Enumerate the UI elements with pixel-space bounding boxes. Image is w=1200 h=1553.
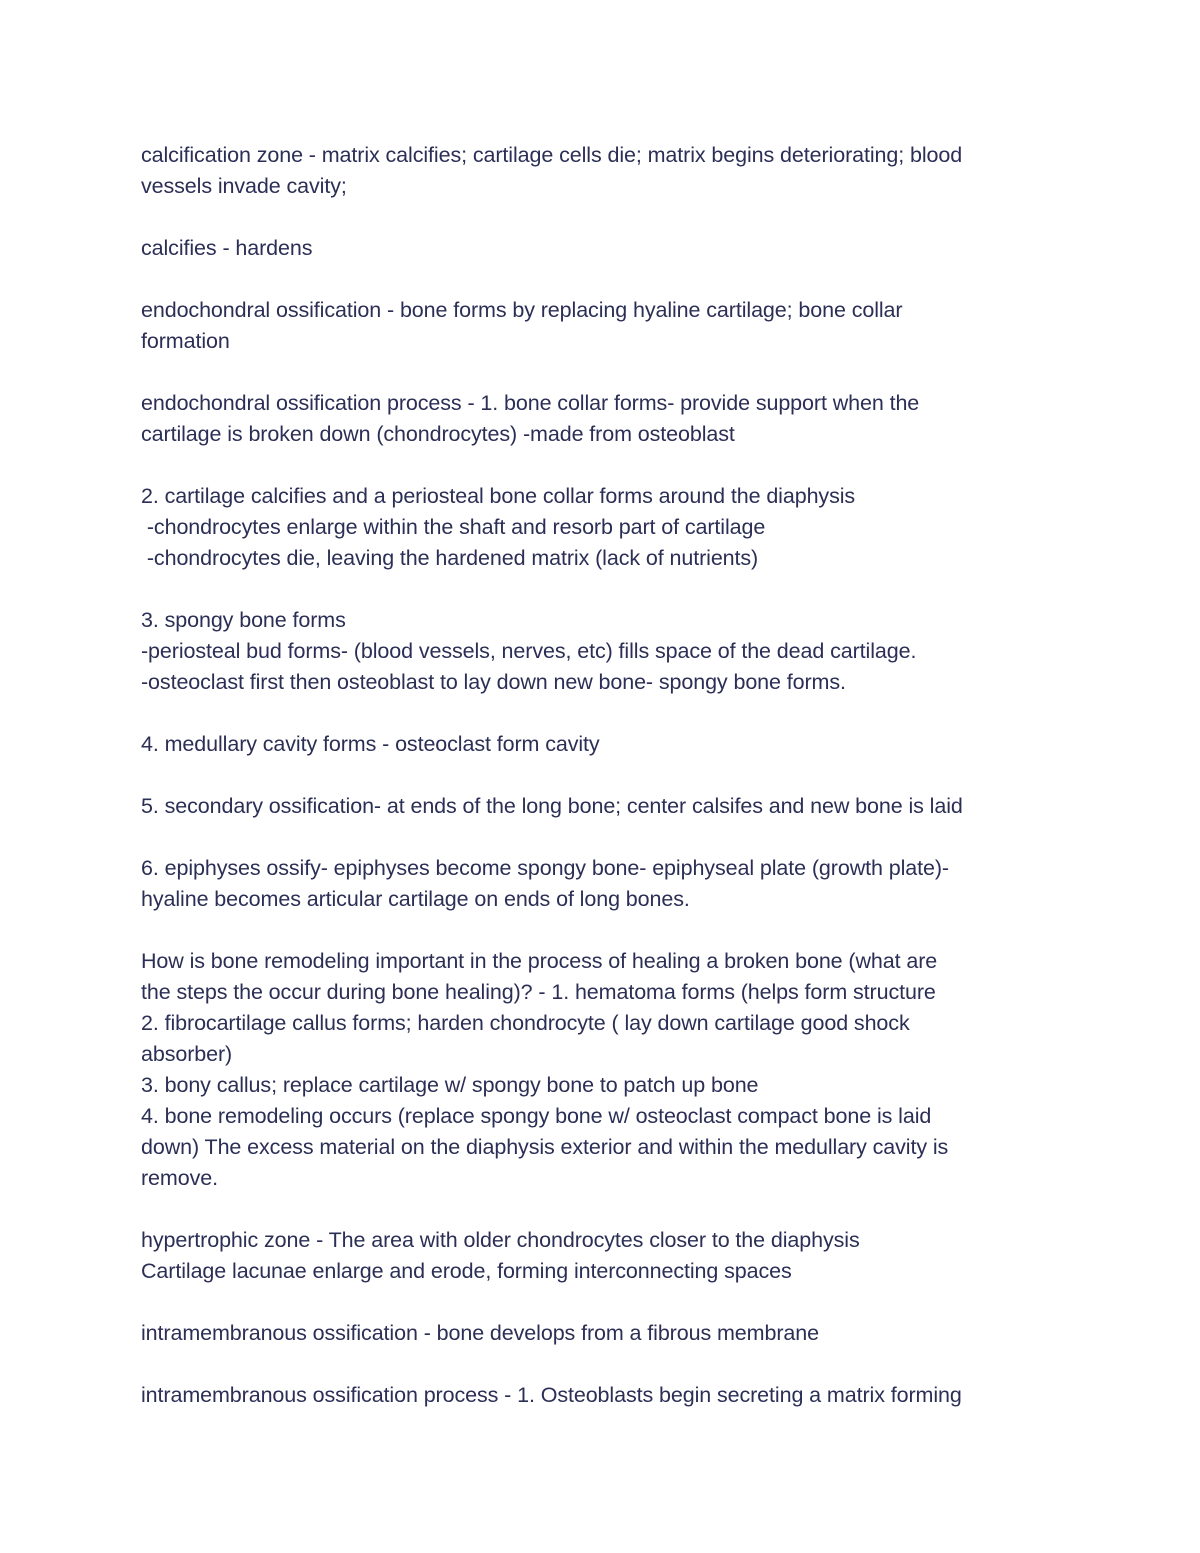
text-line: remove. — [141, 1166, 218, 1190]
paragraph — [141, 295, 1071, 357]
text-line: How is bone remodeling important in the process of healing a broken bone (what are — [141, 949, 938, 973]
text-line: absorber) — [141, 1042, 233, 1066]
paragraph-spacer — [141, 1287, 1071, 1318]
text-line: -chondrocytes die, leaving the hardened matrix (lack of nutrients) — [141, 546, 759, 570]
text-line: 3. spongy bone forms — [141, 608, 346, 632]
paragraph-spacer — [141, 574, 1071, 605]
text-line: 2. fibrocartilage callus forms; harden chondrocyte ( lay down cartilage good shock — [141, 1011, 910, 1035]
paragraph — [141, 853, 1071, 915]
text-line: formation — [141, 329, 230, 353]
paragraph — [141, 481, 1071, 574]
paragraph-spacer — [141, 698, 1071, 729]
text-line: 3. bony callus; replace cartilage w/ spongy bone to patch up bone — [141, 1073, 759, 1097]
paragraph — [141, 140, 1071, 202]
text-line: calcifies - hardens — [141, 236, 313, 260]
paragraph-spacer — [141, 1194, 1071, 1225]
text-line: -chondrocytes enlarge within the shaft and resorb part of cartilage — [141, 515, 766, 539]
paragraph — [141, 233, 1071, 264]
paragraph — [141, 1318, 1071, 1349]
text-line: intramembranous ossification - bone develops from a fibrous membrane — [141, 1321, 819, 1345]
paragraph — [141, 1225, 1071, 1287]
paragraph-spacer — [141, 1349, 1071, 1380]
paragraph — [141, 1380, 1071, 1411]
paragraph — [141, 388, 1071, 450]
paragraph-spacer — [141, 822, 1071, 853]
text-line: hyaline becomes articular cartilage on ends of long bones. — [141, 887, 690, 911]
paragraph — [141, 946, 1071, 1194]
text-line: 5. secondary ossification- at ends of the long bone; center calsifes and new bone is laid — [141, 794, 963, 818]
paragraph-spacer — [141, 450, 1071, 481]
text-line: -osteoclast first then osteoblast to lay down new bone- spongy bone forms. — [141, 670, 846, 694]
paragraph-spacer — [141, 264, 1071, 295]
text-line: endochondral ossification process - 1. bone collar forms- provide support when the — [141, 391, 920, 415]
text-line: the steps the occur during bone healing)? - 1. hematoma forms (helps form structure — [141, 980, 936, 1004]
text-line: down) The excess material on the diaphysis exterior and within the medullary cavity is — [141, 1135, 949, 1159]
paragraph-spacer — [141, 202, 1071, 233]
text-line: 2. cartilage calcifies and a periosteal bone collar forms around the diaphysis — [141, 484, 856, 508]
paragraph-spacer — [141, 915, 1071, 946]
document-body — [141, 140, 1071, 1411]
text-line: endochondral ossification - bone forms by replacing hyaline cartilage; bone collar — [141, 298, 903, 322]
text-line: 6. epiphyses ossify- epiphyses become spongy bone- epiphyseal plate (growth plate)- — [141, 856, 949, 880]
paragraph-spacer — [141, 357, 1071, 388]
text-line: vessels invade cavity; — [141, 174, 347, 198]
paragraph — [141, 729, 1071, 760]
paragraph-spacer — [141, 760, 1071, 791]
text-line: Cartilage lacunae enlarge and erode, forming interconnecting spaces — [141, 1259, 792, 1283]
paragraph — [141, 605, 1071, 698]
text-line: -periosteal bud forms- (blood vessels, nerves, etc) fills space of the dead cartilage. — [141, 639, 917, 663]
text-line: intramembranous ossification process - 1. Osteoblasts begin secreting a matrix forming — [141, 1383, 962, 1407]
text-line: cartilage is broken down (chondrocytes) -made from osteoblast — [141, 422, 735, 446]
paragraph — [141, 791, 1071, 822]
text-line: 4. medullary cavity forms - osteoclast form cavity — [141, 732, 600, 756]
text-line: hypertrophic zone - The area with older chondrocytes closer to the diaphysis — [141, 1228, 860, 1252]
text-line: calcification zone - matrix calcifies; cartilage cells die; matrix begins deteriorating; blood — [141, 143, 963, 167]
text-line: 4. bone remodeling occurs (replace spongy bone w/ osteoclast compact bone is laid — [141, 1104, 932, 1128]
